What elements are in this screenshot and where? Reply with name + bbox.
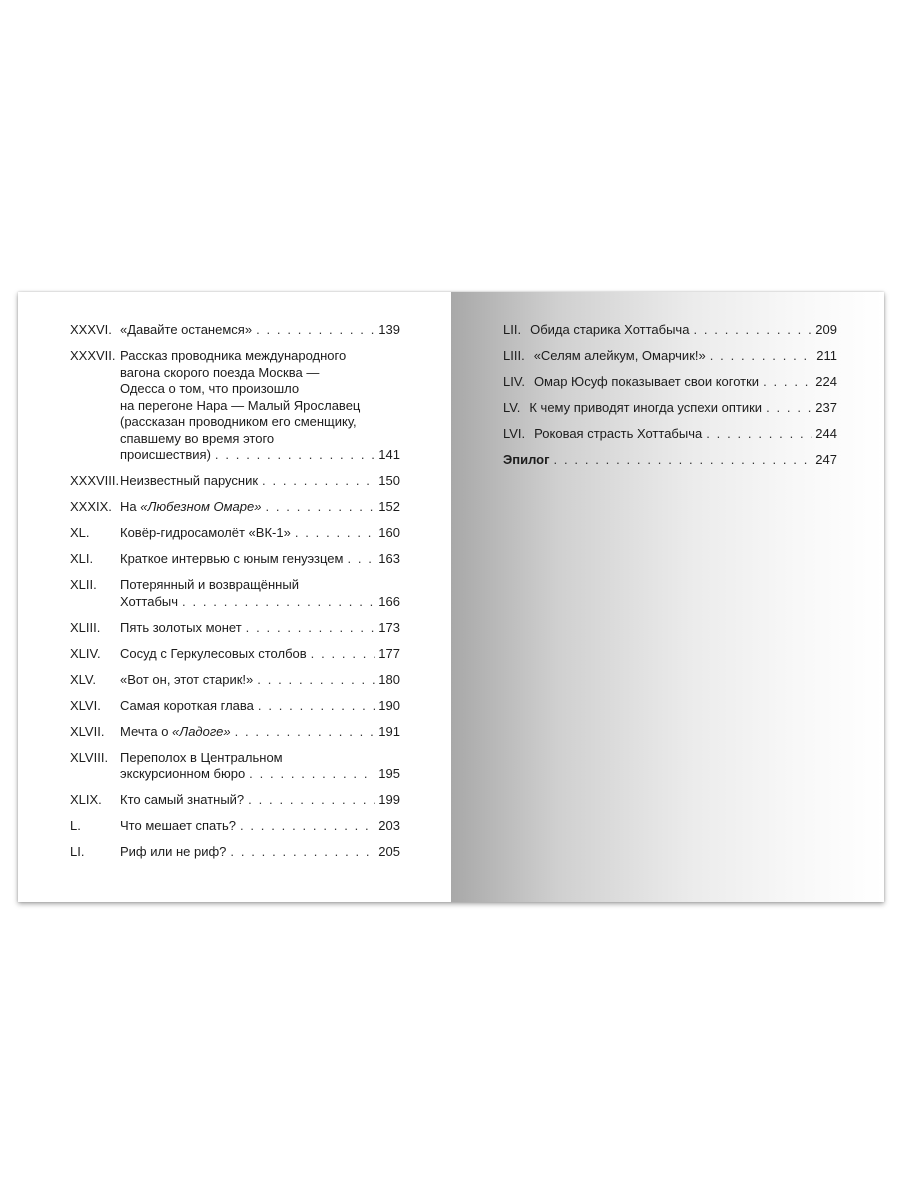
toc-entry [70,792,400,809]
chapter-title [120,672,400,689]
chapter-title [120,551,400,568]
chapter-number: XLIII. [70,619,101,635]
page-number: 224 [815,374,837,389]
page-number: 199 [378,792,400,807]
chapter-title [120,698,400,715]
chapter-title-last-line [120,499,400,516]
toc-entry [70,750,400,783]
chapter-title-line: Рассказ проводника международного [120,348,347,363]
chapter-title [120,750,400,783]
toc-entry [70,646,400,663]
chapter-title-line: на перегоне Нара — Малый Ярославец [120,397,361,413]
epilogue-title [503,452,837,469]
dot-leader [311,646,375,663]
chapter-title-line: вагона скорого поезда Москва — [120,364,320,380]
toc-entry [70,672,400,689]
chapter-title-text: Краткое интервью с юным генуэзцем [120,551,344,566]
chapter-number: XLVII. [70,723,105,739]
chapter-title [120,792,400,809]
toc-entry [503,348,837,365]
page-number: 191 [378,723,400,739]
toc-entry [70,525,400,542]
chapter-title-text: Хоттабыч [120,593,179,609]
dot-leader [554,452,812,469]
dot-leader [766,400,812,417]
dot-leader [256,322,375,339]
chapter-title-text: «Селям алейкум, Омарчик!» [533,348,706,363]
chapter-title-italic: «Ладоге» [172,723,231,739]
dot-leader [249,766,375,783]
dot-leader [706,426,812,443]
page-number: 139 [378,322,400,337]
page-number: 173 [378,619,400,635]
page-number: 247 [815,452,837,467]
chapter-title [120,620,400,637]
chapter-number: XXXVI. [70,322,112,337]
dot-leader [215,447,375,464]
chapter-title-line: Одесса о том, что произошло [120,381,300,396]
table-of-contents-right [503,322,837,478]
chapter-title-text: Роковая страсть Хоттабыча [534,426,703,441]
chapter-title-last-line [120,792,400,809]
chapter-title [120,577,400,610]
chapter-title-text: Что мешает спать? [120,818,236,833]
page-number: 163 [378,551,400,566]
chapter-number: XLII. [70,577,97,592]
chapter-title-last-line [120,672,400,689]
chapter-title [120,646,400,663]
toc-entry [503,426,837,443]
dot-leader [763,374,812,391]
dot-leader [235,724,375,741]
chapter-title-text: Обида старика Хоттабыча [530,322,690,337]
chapter-title-text: Неизвестный парусник [120,473,259,488]
chapter-title-text: Кто самый знатный? [120,792,245,807]
chapter-title-text: «Вот он, этот старик!» [120,671,254,687]
page-number: 244 [815,426,837,441]
page-number: 166 [378,593,400,609]
chapter-title-line: (рассказан проводником его сменщику, [120,414,357,429]
epilogue-line [503,452,837,469]
chapter-title-last-line [120,594,400,611]
table-of-contents-left [70,322,400,870]
chapter-title [534,426,837,443]
left-page [18,292,451,902]
chapter-title-text [120,724,231,741]
chapter-number: XLV. [70,671,97,687]
toc-entry [70,551,400,568]
chapter-title [120,473,400,490]
chapter-number: LIII. [503,348,525,363]
chapter-title [530,322,837,339]
dot-leader [246,620,375,637]
chapter-number: LV. [503,400,521,415]
dot-leader [248,792,375,809]
chapter-title [534,374,837,391]
page-number: 152 [378,499,400,514]
page-number: 190 [378,697,400,713]
chapter-title-text: Ковёр-гидросамолёт «ВК-1» [120,525,291,540]
chapter-title-prefix: На [120,499,141,514]
chapter-number: XLIX. [70,792,102,807]
toc-entry [70,348,400,464]
chapter-title-text: происшествия) [120,447,211,462]
chapter-title-last-line [120,646,400,663]
chapter-title-text: Сосуд с Геркулесовых столбов [120,645,307,661]
page-number: 180 [378,671,400,687]
dot-leader [258,698,375,715]
dot-leader [347,551,375,568]
chapter-title-last-line [530,322,837,339]
chapter-number: XLVI. [70,697,101,713]
page-number: 211 [816,348,837,363]
chapter-title-line: Потерянный и возвращённый [120,577,299,592]
chapter-title-last-line [120,844,400,861]
dot-leader [295,525,375,542]
chapter-number: XLVIII. [70,749,109,765]
page-number: 203 [378,818,400,833]
toc-entry [503,322,837,339]
toc-entry [70,322,400,339]
chapter-number: LII. [503,322,522,337]
chapter-title-last-line [534,426,837,443]
chapter-title [120,499,400,516]
dot-leader [262,473,375,490]
toc-entry [70,818,400,835]
chapter-number: XXXIX. [70,499,112,514]
chapter-title-last-line [120,724,400,741]
chapter-number: XXXVII. [70,348,116,363]
dot-leader [240,818,375,835]
dot-leader [710,348,812,365]
chapter-title [120,525,400,542]
chapter-title [529,400,837,417]
page-number: 177 [378,645,400,661]
toc-entry [70,473,400,490]
epilogue-label: Эпилог [503,452,550,467]
chapter-title-italic: «Любезном Омаре» [140,499,262,514]
toc-entry [70,698,400,715]
page-number: 237 [815,400,837,415]
dot-leader [265,499,375,516]
chapter-number: LIV. [503,374,525,389]
dot-leader [257,672,375,689]
chapter-title-text: Пять золотых монет [120,619,242,635]
chapter-title-last-line [120,551,400,568]
chapter-title-line: спавшему во время этого [120,430,275,446]
toc-entry [70,724,400,741]
chapter-title-text: Омар Юсуф показывает свои коготки [533,374,760,389]
chapter-title-text: К чему приводят иногда успехи оптики [529,400,763,415]
toc-entry [70,844,400,861]
chapter-title [120,844,400,861]
chapter-title [120,818,400,835]
book-spread [18,292,884,902]
chapter-number: XLI. [70,551,94,566]
chapter-title-last-line [120,473,400,490]
chapter-title-last-line [120,620,400,637]
chapter-title [120,348,400,464]
chapter-title-last-line [120,447,400,464]
chapter-title-last-line [534,348,837,365]
toc-entry [70,499,400,516]
page-number: 160 [378,525,400,540]
chapter-title-text: экскурсионном бюро [120,766,246,781]
chapter-title [120,322,400,339]
chapter-title-last-line [534,374,837,391]
chapter-title-text [120,499,261,516]
toc-entry [70,577,400,610]
right-page [451,292,884,902]
toc-entry [70,620,400,637]
chapter-title-last-line [120,525,400,542]
page-number: 150 [378,473,400,488]
chapter-number: XL. [70,525,90,540]
toc-entry [503,374,837,391]
chapter-number: L. [70,818,81,833]
chapter-title-last-line [120,698,400,715]
chapter-number: LVI. [503,426,526,441]
chapter-title-text: «Давайте останемся» [120,322,253,337]
chapter-title-line: Переполох в Центральном [120,749,283,765]
page-number: 205 [378,844,400,859]
page-number: 195 [378,766,400,781]
page-number: 209 [815,322,837,337]
dot-leader [693,322,812,339]
chapter-title [534,348,837,365]
chapter-title-text: Самая короткая глава [120,697,254,713]
dot-leader [230,844,375,861]
chapter-title-prefix: Мечта о [120,723,173,739]
dot-leader [182,594,375,611]
chapter-number: LI. [70,844,85,859]
chapter-title-last-line [120,322,400,339]
toc-entry [503,400,837,417]
chapter-number: XXXVIII. [70,473,120,488]
chapter-title-last-line [120,766,400,783]
chapter-title [120,724,400,741]
page-number: 141 [378,447,400,462]
chapter-number: XLIV. [70,645,101,661]
chapter-title-last-line [120,818,400,835]
chapter-title-last-line [529,400,837,417]
toc-entry-epilogue [503,452,837,469]
chapter-title-text: Риф или не риф? [120,844,227,859]
